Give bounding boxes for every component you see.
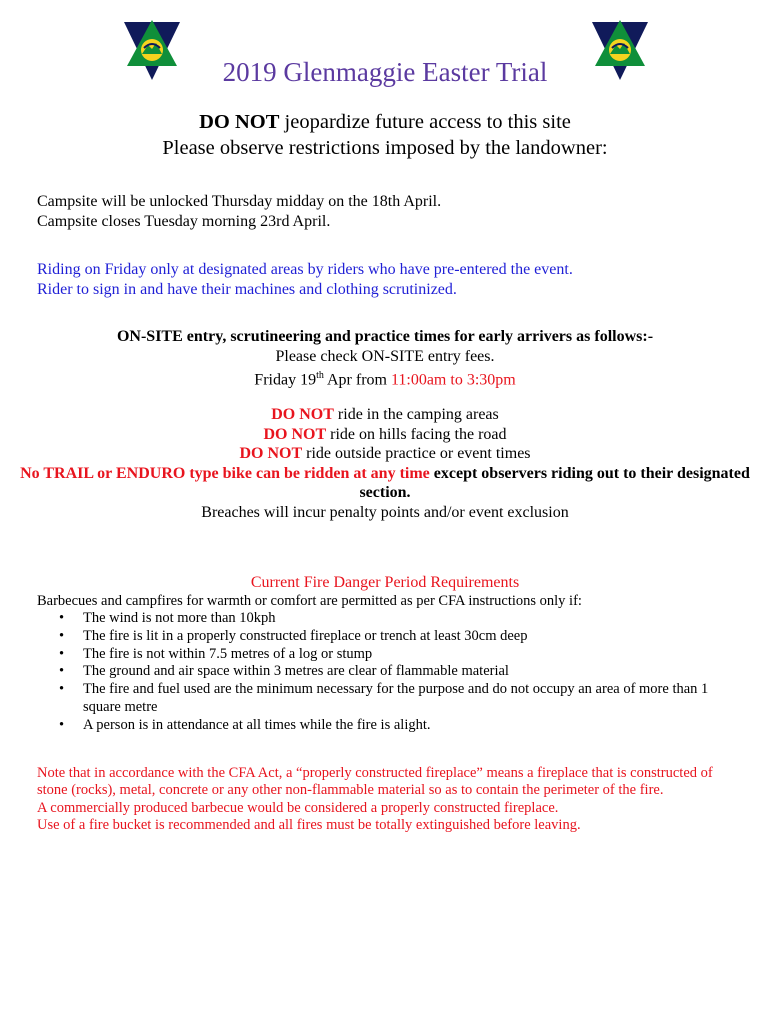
rule-hills	[20, 425, 750, 445]
fire-heading: Current Fire Danger Period Requirements	[250, 574, 520, 591]
list-item-text: The wind is not more than 10kph	[83, 610, 276, 626]
bullet-icon: •	[59, 681, 65, 698]
riding-line-1: Riding on Friday only at designated areas by riders who have pre-entered the event.	[37, 261, 573, 278]
onsite-date-suffix: th	[316, 370, 324, 382]
rule-do-not: DO NOT	[263, 425, 327, 443]
onsite-date: Friday 19	[254, 371, 317, 389]
rule-camping	[20, 405, 750, 425]
onsite-fees: Please check ON-SITE entry fees.	[275, 347, 495, 365]
bullet-icon: •	[59, 610, 65, 626]
cfa-note-definition: Note that in accordance with the CFA Act, a “properly constructed fireplace” means a fireplace that is constructed of stone (rocks), metal, concrete or any other non-flammable material so as to contain the perimeter of the fire.	[37, 765, 713, 799]
riding-rules	[20, 405, 750, 523]
list-item	[37, 610, 737, 628]
list-item-text: The fire is not within 7.5 metres of a log or stump	[83, 645, 373, 662]
onsite-times	[20, 366, 750, 390]
onsite-time: 11:00am to 3:30pm	[390, 371, 516, 389]
lead-warning-text: jeopardize future access to this site	[279, 111, 571, 133]
list-item	[37, 717, 737, 735]
campsite-close: Campsite closes Tuesday morning 23rd April.	[37, 213, 331, 230]
rule-text: ride on hills facing the road	[326, 425, 507, 443]
lead-warning	[0, 109, 770, 135]
list-item-text: The fire is lit in a properly constructed fireplace or trench at least 30cm deep	[83, 627, 528, 644]
list-item	[37, 628, 737, 646]
onsite-date-mid: Apr from	[323, 371, 391, 389]
bullet-icon: •	[59, 645, 65, 662]
fire-intro: Barbecues and campfires for warmth or comfort are permitted as per CFA instructions only if:	[37, 593, 582, 609]
cfa-note-fire-bucket: Use of a fire bucket is recommended and all fires must be totally extinguished before leaving.	[37, 817, 581, 834]
list-item	[37, 663, 737, 681]
fire-requirements-list	[37, 610, 737, 735]
rule-trail-red: No TRAIL or ENDURO type bike can be ridden at any time	[20, 464, 430, 482]
list-item-text: A person is in attendance at all times while the fire is alight.	[83, 716, 431, 733]
campsite-info	[37, 192, 737, 232]
rule-trail-enduro	[20, 464, 750, 503]
rule-breaches: Breaches will incur penalty points and/or event exclusion	[201, 503, 569, 521]
cfa-note	[37, 765, 737, 835]
rule-text: ride in the camping areas	[333, 406, 499, 423]
list-item	[37, 681, 737, 717]
list-item-text: The fire and fuel used are the minimum necessary for the purpose and do not occupy an area of more than 1 square metre	[83, 681, 709, 715]
document-title: 2019 Glenmaggie Easter Trial	[222, 57, 548, 87]
onsite-section	[20, 327, 750, 390]
rule-trail-black: except observers riding out to their designated section.	[359, 464, 750, 502]
bullet-icon: •	[59, 627, 65, 644]
campsite-open: Campsite will be unlocked Thursday midday on the 18th April.	[37, 193, 442, 210]
list-item-text: The ground and air space within 3 metres are clear of flammable material	[83, 663, 509, 680]
rule-do-not: DO NOT	[239, 445, 303, 463]
riding-line-2: Rider to sign in and have their machines and clothing scrutinized.	[37, 281, 457, 298]
onsite-heading: ON-SITE entry, scrutineering and practice times for early arrivers as follows:-	[116, 328, 654, 345]
rule-do-not: DO NOT	[271, 406, 334, 423]
lead-do-not: DO NOT	[199, 111, 280, 133]
rule-text: ride outside practice or event times	[302, 445, 531, 463]
list-item	[37, 646, 737, 664]
bullet-icon: •	[59, 663, 65, 680]
lead-observe: Please observe restrictions imposed by the landowner:	[162, 137, 608, 159]
rule-times	[20, 444, 750, 464]
riding-info	[37, 260, 737, 300]
cfa-note-barbecue: A commercially produced barbecue would be considered a properly constructed fireplace.	[37, 799, 559, 816]
bullet-icon: •	[59, 716, 65, 733]
